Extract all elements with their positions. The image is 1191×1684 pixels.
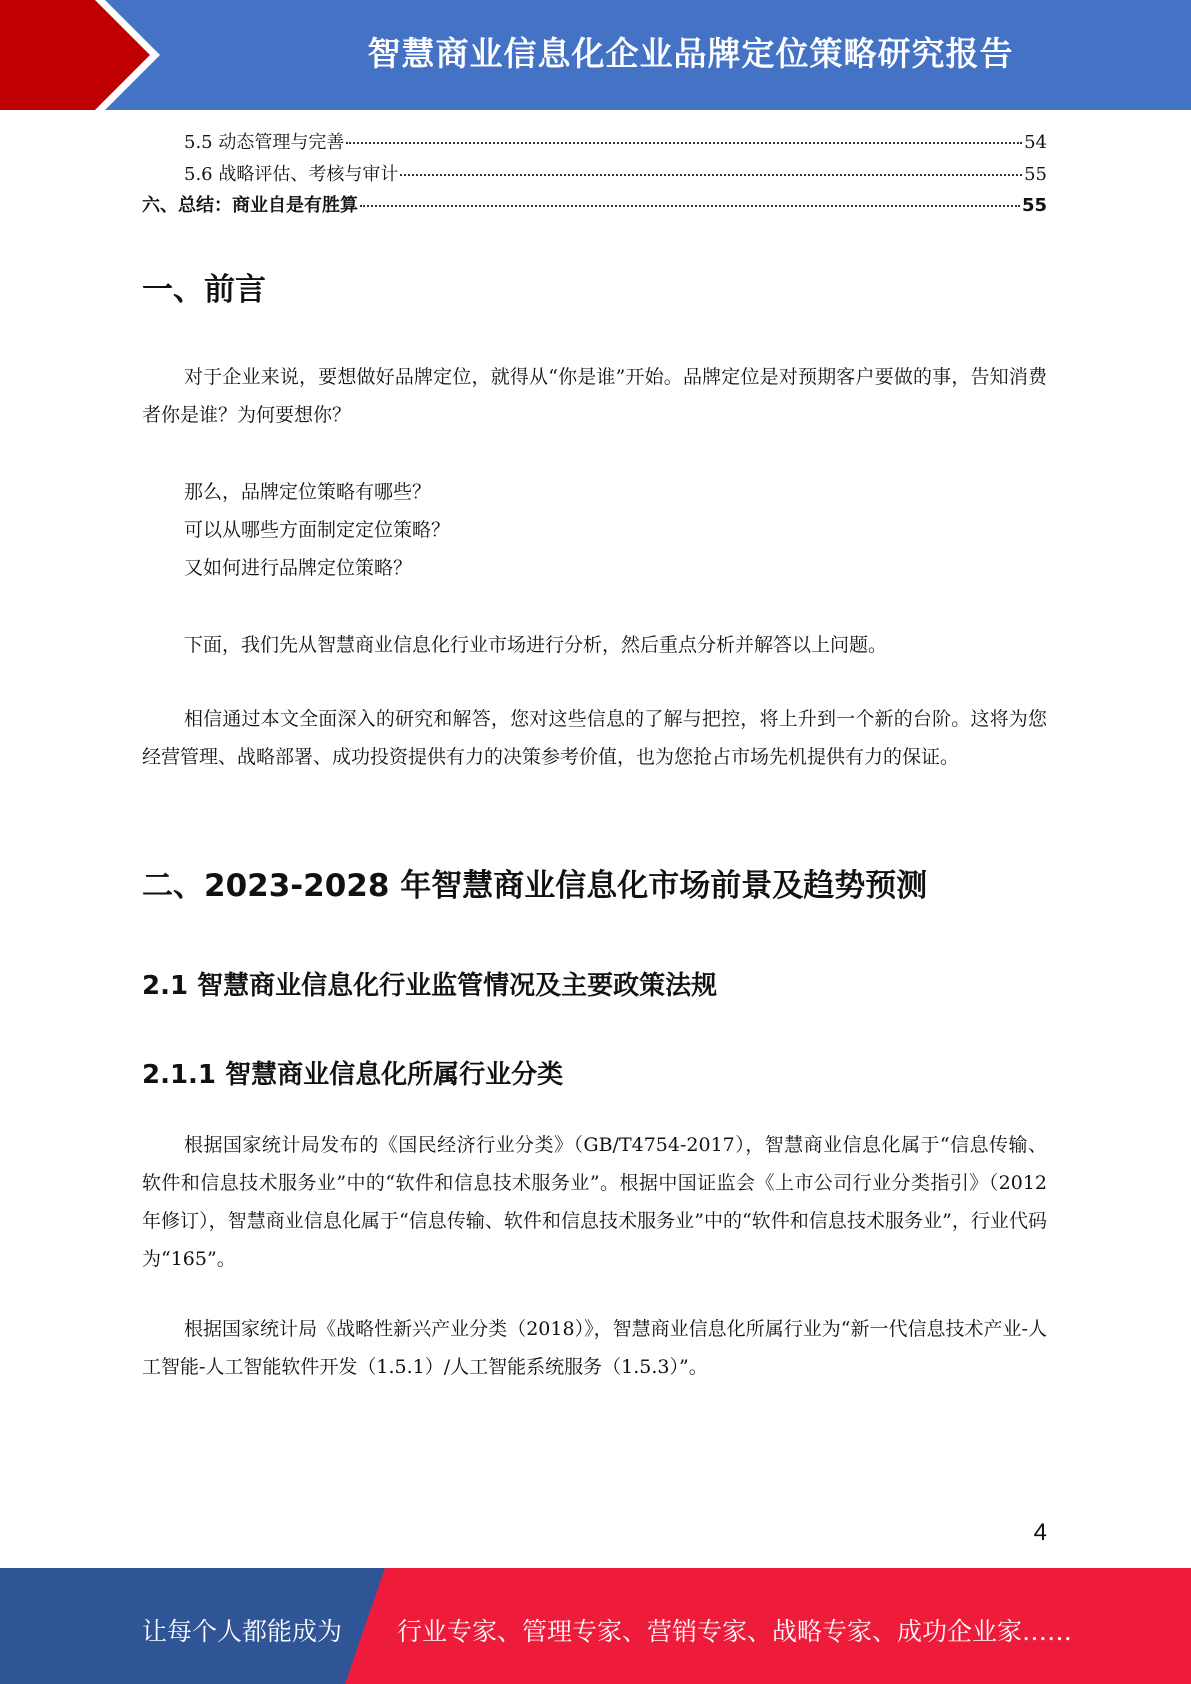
toc-leader-dots	[360, 205, 1020, 207]
footer-band	[0, 1568, 1191, 1684]
toc-page: 55	[1021, 195, 1047, 216]
toc-label: 六、总结：商业自是有胜算	[142, 195, 358, 216]
footer-slogan-right: 行业专家、管理专家、营销专家、战略专家、成功企业家……	[397, 1617, 1073, 1646]
toc-label: 5.6 战略评估、考核与审计	[184, 164, 399, 185]
section-heading: 二、2023-2028 年智慧商业信息化市场前景及趋势预测	[142, 868, 928, 904]
question-line: 可以从哪些方面制定定位策略？	[184, 519, 451, 541]
subsection-heading: 2.1 智慧商业信息化行业监管情况及主要政策法规	[142, 971, 718, 1001]
paragraph: 对于企业来说，要想做好品牌定位，就得从“你是谁”开始。品牌定位是对预期客户要做的事，告知消费者你是谁？为何要想你？	[142, 366, 1047, 426]
chevron-arrow-icon	[0, 0, 160, 110]
paragraph: 根据国家统计局发布的《国民经济行业分类》（GB/T4754-2017），智慧商业信息化属于“信息传输、软件和信息技术服务业”中的“软件和信息技术服务业”。根据中国证监会《上市公司行业分类指引》（2012 年修订），智慧商业信息化属于“信息传输、软件和信息技术服务业”中的“软件和信息技术服务业”，行业代码为“165”。	[142, 1134, 1047, 1270]
toc-leader-dots	[400, 174, 1022, 176]
toc-leader-dots	[346, 142, 1022, 144]
header-band	[0, 0, 1191, 110]
footer-slogan-left: 让每个人都能成为	[142, 1617, 343, 1646]
subsection-heading: 2.1.1 智慧商业信息化所属行业分类	[142, 1060, 564, 1090]
toc-page: 55	[1024, 164, 1047, 185]
paragraph: 相信通过本文全面深入的研究和解答，您对这些信息的了解与把控，将上升到一个新的台阶。这将为您经营管理、战略部署、成功投资提供有力的决策参考价值，也为您抢占市场先机提供有力的保证。	[142, 708, 1047, 768]
question-line: 又如何进行品牌定位策略？	[184, 557, 413, 579]
toc-page: 54	[1024, 132, 1047, 153]
paragraph: 下面，我们先从智慧商业信息化行业市场进行分析，然后重点分析并解答以上问题。	[184, 634, 888, 656]
toc-entry[interactable]	[184, 128, 1047, 158]
toc-entry[interactable]	[142, 191, 1047, 221]
section-heading: 一、前言	[142, 272, 266, 308]
toc-entry[interactable]	[184, 160, 1047, 190]
toc-label: 5.5 动态管理与完善	[184, 132, 345, 153]
question-line: 那么，品牌定位策略有哪些？	[184, 481, 432, 503]
report-title: 智慧商业信息化企业品牌定位策略研究报告	[367, 34, 1014, 73]
page-number: 4	[1033, 1519, 1047, 1546]
paragraph: 根据国家统计局《战略性新兴产业分类（2018）》，智慧商业信息化所属行业为“新一代信息技术产业-人工智能-人工智能软件开发（1.5.1）/人工智能系统服务（1.5.3）”。	[142, 1318, 1047, 1378]
